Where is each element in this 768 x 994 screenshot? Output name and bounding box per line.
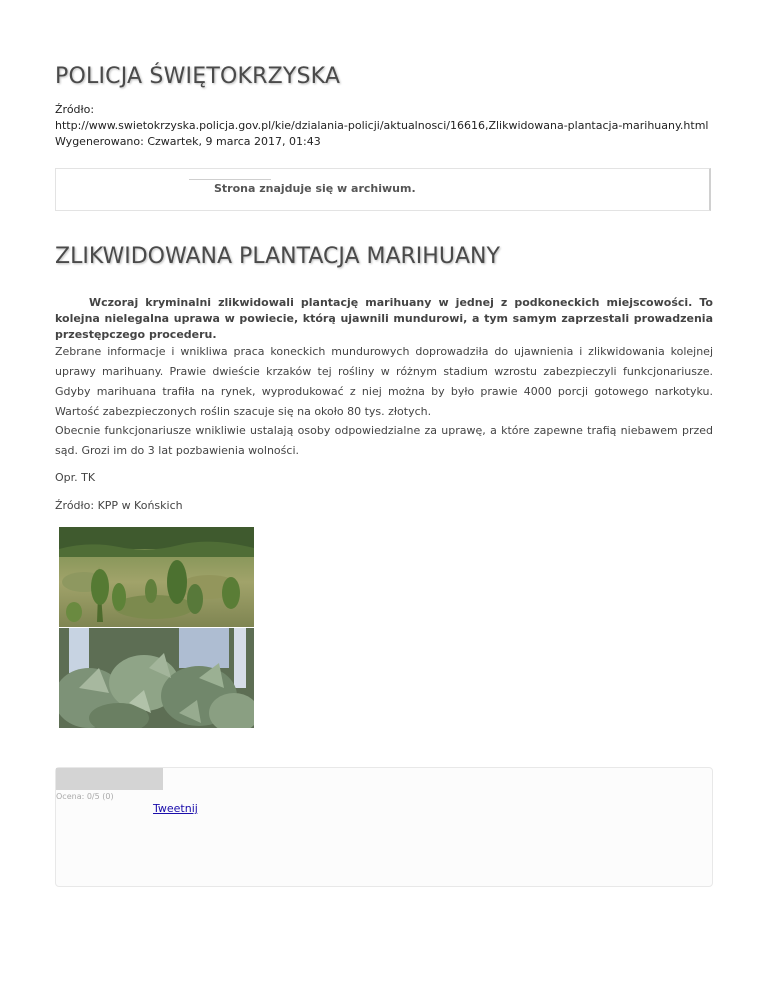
tweet-link[interactable]: Tweetnij [153,802,198,815]
rating-label: Ocena: 0/5 (0) [56,792,114,801]
article-paragraph: Zebrane informacje i wnikliwa praca koneckich mundurowych doprowadziła do ujawnienia i zlikwidowania kolejnej uprawy marihuany. Prawie dwieście krzaków tej rośliny w różnym stadium wzrostu zabezpieczyli funkcjonariusze. Gdyby marihuana trafiła na rynek, wyprodukować z niej można by było prawie 4000 porcji gotowego narkotyku. Wartość zabezpieczonych roślin szacuje się na około 80 tys. złotych. [55,345,713,418]
archive-notice-box [55,168,711,211]
plantation-field-photo[interactable] [59,527,254,627]
source-url: http://www.swietokrzyska.policja.gov.pl/kie/dzialania-policji/aktualnosci/16616,Zlikwidowana-plantacja-marihuany.html [55,119,709,132]
article-lead: Wczoraj kryminalni zlikwidowali plantację marihuany w jednej z podkoneckich miejscowości. To kolejna nielegalna uprawa w powiecie, którą ujawnili mundurowi, a tym samym zaprzestali prowadzenia przestępczego procederu. [55,296,713,341]
archive-notice: Strona znajduje się w archiwum. [214,182,416,195]
article-paragraph: Obecnie funkcjonariusze wnikliwie ustalają osoby odpowiedzialne za uprawę, a które zapewne trafią niebawem przed sąd. Grozi im do 3 lat pozbawienia wolności. [55,424,713,457]
source-credit: Źródło: KPP w Końskich [55,499,183,512]
article-title: ZLIKWIDOWANA PLANTACJA MARIHUANY [55,244,500,269]
source-meta [55,102,708,150]
divider [189,179,271,180]
site-title: POLICJA ŚWIĘTOKRZYSKA [55,64,341,89]
rating-panel [55,767,713,887]
rating-bar[interactable] [56,768,163,790]
author-credit: Opr. TK [55,471,96,484]
generated-date: Wygenerowano: Czwartek, 9 marca 2017, 01:43 [55,135,321,148]
cannabis-plants-photo[interactable] [59,628,254,728]
source-label: Źródło: [55,103,95,116]
